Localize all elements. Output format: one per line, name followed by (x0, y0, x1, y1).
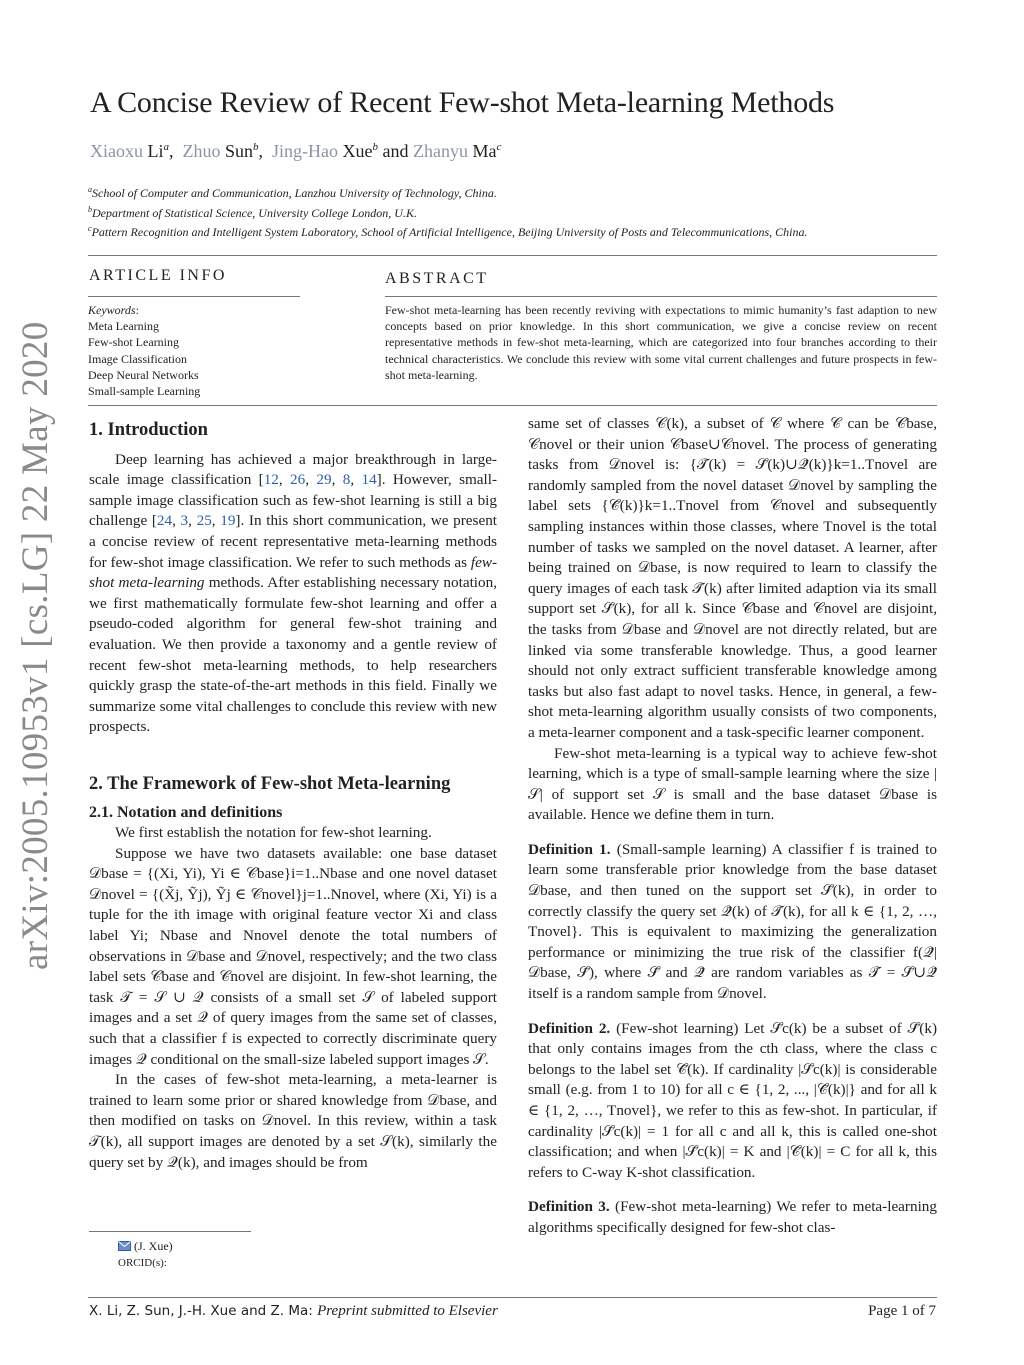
citation-link[interactable]: 14 (361, 471, 377, 489)
abstract-text: Few-shot meta-learning has been recently reviving with expectations to mimic humanity’s fast adaption to new concepts based on prior knowledge. In this short communication, we give a concise review on recent representative methods in few-shot meta-learning, which are categorized into four branches according to their technical characteristics. We conclude this review with some vital current challenges and future prospects in few-shot meta-learning. (385, 303, 937, 382)
author-3[interactable]: Jing-Hao Xue$^b$ (272, 141, 379, 161)
notation-paragraph-1: We first establish the notation for few-shot learning. (115, 824, 432, 842)
article-info-heading: ARTICLE INFO (89, 267, 227, 284)
divider (88, 405, 937, 406)
right-paragraph-1: same set of classes 𝒞(k), a subset of 𝒞 where 𝒞 can be 𝒞base, 𝒞novel or their union 𝒞base∪𝒞novel. The process of generating tasks from 𝒟novel is: {𝒯̃(k) = 𝒮̃(k)∪𝒬̃(k)}k=1..Tnovel are randomly sampled from the novel dataset 𝒟novel by sampling the label sets {𝒞̃(k)}k=1..Tnovel from 𝒞novel and subsequently sampling instances within those classes, where Tnovel is the total number of tasks we sampled on the novel dataset. A learner, after being trained on 𝒟base, is now required to learn to classify the query images of each task 𝒯̃(k) after limited adaption via its small support set 𝒮̃(k), for all k. Since 𝒞base and 𝒞novel are disjoint, the tasks from 𝒟base and 𝒟novel are not directly related, but are linked via some transferable knowledge. Thus, a good learner should not only extract sufficient transferable knowledge among tasks but also fast adapt to novel tasks. Hence, in general, a few-shot meta-learning algorithm usually consists of two components, a meta-learner component and a task-specific learner component. (528, 415, 937, 741)
intro-heading: 1. Introduction (89, 420, 208, 440)
definition-1: Definition 1. (Small-sample learning) A classifier f is trained to learn some transferable prior knowledge from the base dataset 𝒟base, and then tuned on the support set 𝒮̃(k), in order to correctly classify the query set 𝒬̃(k) of 𝒯̃(k), for all k ∈ {1, 2, …, Tnovel}. This is equivalent to maximizing the generalization performance or minimizing the true risk of the classifier f(𝒬̃|𝒟base, 𝒮̃), where 𝒮̃ and 𝒬̃ are random variables as 𝒯̃ = 𝒮̃∪𝒬̃ itself is a random sample from 𝒟novel. (528, 840, 937, 1003)
divider (385, 296, 937, 297)
keywords-label: Keywords (88, 303, 136, 317)
definition-2: Definition 2. (Few-shot learning) Let 𝒮̃c(k) be a subset of 𝒮̃(k) that only contains images from the cth class, where the class c belongs to the label set 𝒞̃(k). If cardinality |𝒮̃c(k)| is considerable small (e.g. from 1 to 10) for all c ∈ {1, 2, ..., |𝒞̃(k)|} and for all k ∈ {1, 2, …, Tnovel}, we refer to this as few-shot. In particular, if cardinality |𝒮̃c(k)| = 1 for all c and all k, this is called one-shot classification; and when |𝒮̃c(k)| = K and |𝒞̃(k)| = C for all k, this refers to C-way K-shot classification. (528, 1019, 938, 1181)
paper-title: A Concise Review of Recent Few-shot Meta-learning Methods (90, 86, 835, 119)
keywords-block: Keywords: Meta Learning Few-shot Learning Image Classification Deep Neural Networks Small-sample Learning (88, 303, 201, 399)
citation-link[interactable]: 19 (220, 512, 236, 530)
author-list: Xiaoxu Li$^a$, Zhuo Sun$^b$, Jing-Hao Xue$^b$ and Zhanyu Ma$^c$ (90, 141, 502, 161)
author-4[interactable]: Zhanyu Ma$^c$ (413, 141, 502, 161)
keyword-item: Few-shot Learning (88, 335, 179, 350)
keyword-item: Image Classification (88, 351, 187, 366)
keyword-item: Meta Learning (88, 319, 159, 334)
citation-link[interactable]: 3 (180, 512, 189, 530)
citation-link[interactable]: 29 (316, 471, 332, 489)
footnote-contact: (J. Xue) (118, 1239, 173, 1254)
author-1[interactable]: Xiaoxu Li$^a$ (90, 141, 169, 161)
notation-paragraph-3: In the cases of few-shot meta-learning, a meta-learner is trained to learn some prior or shared knowledge from 𝒟base, and then modified on tasks on 𝒟novel. In this review, within a task 𝒯(k), all support images are denoted by a set 𝒮(k), similarly the query set by 𝒬(k), and images should be from (89, 1071, 497, 1171)
footer-citation: X. Li, Z. Sun, J.-H. Xue and Z. Ma: Preprint submitted to Elsevier (89, 1303, 498, 1319)
keyword-item: Small-sample Learning (88, 384, 201, 399)
left-column (89, 420, 497, 1173)
intro-paragraph: Deep learning has achieved a major breakthrough in large-scale image classification [12, 26, 29, 8, 14]. However, small-sample image classification such as few-shot learning is still a big challenge [24, 3, 25, 19]. In this short communication, we present a concise review of recent representative meta-learning methods for few-shot image classification. We refer to such methods as few-shot meta-learning methods. After establishing necessary notation, we first mathematically formulate few-shot learning and offer a pseudo-coded algorithm for general few-shot training and evaluation. We then provide a taxonomy and a gentle review of recent few-shot meta-learning methods, to help researchers quickly grasp the state-of-the-art methods in this field. Finally we summarize some vital challenges to conclude this review with new prospects. (89, 450, 498, 736)
affiliation-b: $^b$Department of Statistical Science, University College London, U.K. (88, 205, 417, 220)
affiliation-a: $^a$School of Computer and Communication, Lanzhou University of Technology, China. (88, 185, 497, 200)
keyword-item: Deep Neural Networks (88, 367, 199, 382)
author-2[interactable]: Zhuo Sun$^b$ (182, 141, 259, 161)
definition-3: Definition 3. (Few-shot meta-learning) We refer to meta-learning algorithms specifically designed for few-shot clas- (528, 1198, 937, 1236)
citation-link[interactable]: 8 (342, 471, 351, 489)
abstract-heading: ABSTRACT (385, 270, 489, 287)
divider (88, 255, 937, 256)
footnote-rule (89, 1231, 251, 1232)
affiliation-c: $^c$Pattern Recognition and Intelligent System Laboratory, School of Artificial Intelligence, Beijing University of Posts and Telecommunications, China. (88, 224, 808, 239)
page-number: Page 1 of 7 (868, 1303, 936, 1319)
notation-heading: 2.1. Notation and definitions (89, 803, 283, 821)
right-column (528, 414, 937, 1239)
right-paragraph-2: Few-shot meta-learning is a typical way to achieve few-shot learning, which is a type of small-sample learning where the size |𝒮| of support set 𝒮 is small and the base dataset 𝒟base is available. Hence we define them in turn. (528, 744, 937, 824)
envelope-icon[interactable] (118, 1241, 131, 1251)
footnote-orcid: ORCID(s): (118, 1257, 167, 1269)
citation-link[interactable]: 12 (263, 471, 279, 489)
citation-link[interactable]: 26 (290, 471, 306, 489)
arxiv-stamp: arXiv:2005.10953v1 [cs.LG] 22 May 2020 (15, 321, 56, 970)
divider (88, 296, 300, 297)
footer-rule (88, 1297, 937, 1298)
citation-link[interactable]: 25 (196, 512, 212, 530)
notation-paragraph-2: Suppose we have two datasets available: one base dataset 𝒟base = {(Xi, Yi), Yi ∈ 𝒞base}i=1..Nbase and one novel dataset 𝒟novel = {(X̃j, Ỹj), Ỹj ∈ 𝒞novel}j=1..Nnovel, where (Xi, Yi) is a tuple for the ith image with original feature vector Xi and class label Yi; Nbase and Nnovel denote the total numbers of observations in 𝒟base and 𝒟novel, respectively; and the two class label sets 𝒞base and 𝒞novel are disjoint. In few-shot learning, the task 𝒯 = 𝒮 ∪ 𝒬 consists of a small set 𝒮 of labeled support images and a set 𝒬 of query images from the same set of classes, such that a classifier f is expected to correctly discriminate query images 𝒬 conditional on the small-size labeled support images 𝒮. (89, 844, 497, 1068)
citation-link[interactable]: 24 (156, 512, 173, 530)
framework-heading: 2. The Framework of Few-shot Meta-learning (89, 773, 451, 794)
